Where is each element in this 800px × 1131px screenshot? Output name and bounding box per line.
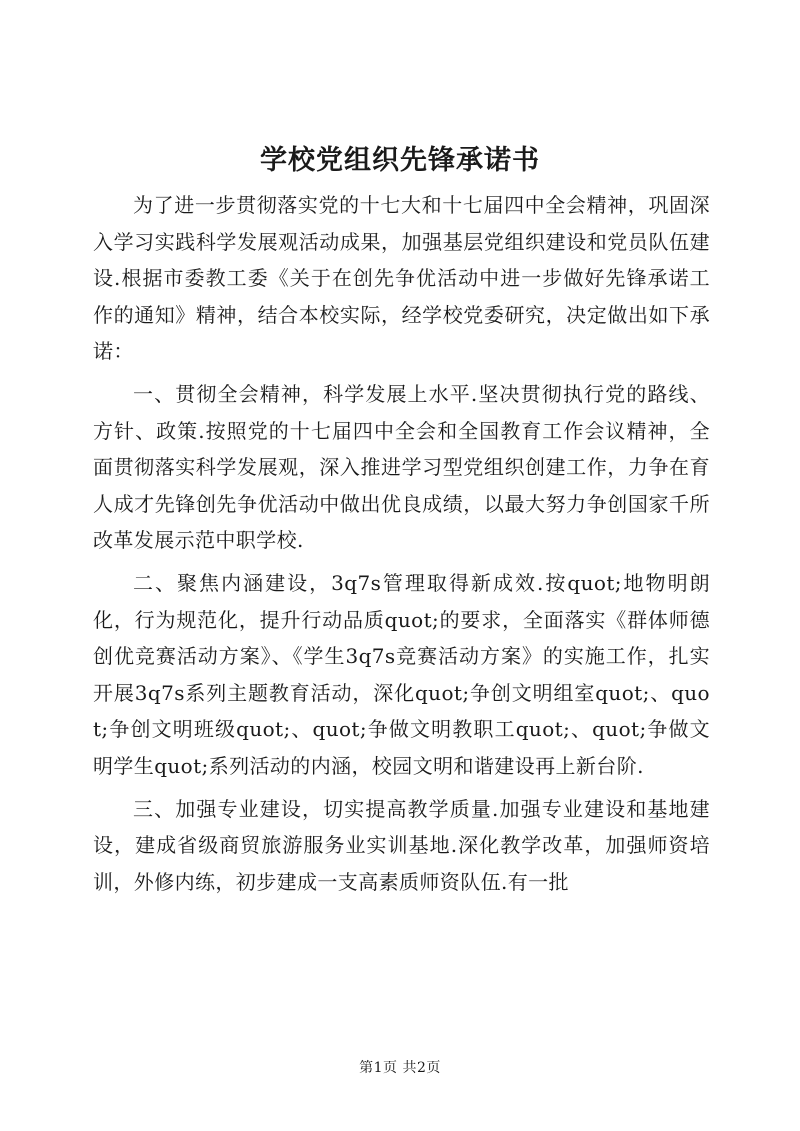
- page-number-footer: 第1页 共2页: [359, 1060, 441, 1076]
- document-title: 学校党组织先锋承诺书: [260, 145, 540, 176]
- paragraph-commitment-2: 二、聚焦内涵建设，3q7s管理取得新成效.按quot;地物明朗化，行为规范化，提升行动品质quot;的要求，全面落实《群体师德创优竞赛活动方案》、《学生3q7s竞赛活动方案》的实施工作，扎实开展3q7s系列主题教育活动，深化quot;争创文明组室quot;、quot;争创文明班级quot;、quot;争做文明教职工quot;、quot;争做文明学生quot;系列活动的内涵，校园文明和谐建设再上新台阶.: [93, 570, 710, 778]
- document-body: [93, 187, 710, 906]
- paragraph-commitment-1: 一、贯彻全会精神，科学发展上水平.坚决贯彻执行党的路线、方针、政策.按照党的十七届四中全会和全国教育工作会议精神，全面贯彻落实科学发展观，深入推进学习型党组织创建工作，力争在育人成才先锋创先争优活动中做出优良成绩，以最大努力争创国家千所改革发展示范中职学校.: [93, 381, 710, 553]
- paragraph-commitment-3: 三、加强专业建设，切实提高教学质量.加强专业建设和基地建设，建成省级商贸旅游服务业实训基地.深化教学改革，加强师资培训，外修内练，初步建成一支高素质师资队伍.有一批: [93, 796, 710, 894]
- paragraph-intro: 为了进一步贯彻落实党的十七大和十七届四中全会精神，巩固深入学习实践科学发展观活动成果，加强基层党组织建设和党员队伍建设.根据市委教工委《关于在创先争优活动中进一步做好先锋承诺工作的通知》精神，结合本校实际，经学校党委研究，决定做出如下承诺：: [93, 193, 710, 364]
